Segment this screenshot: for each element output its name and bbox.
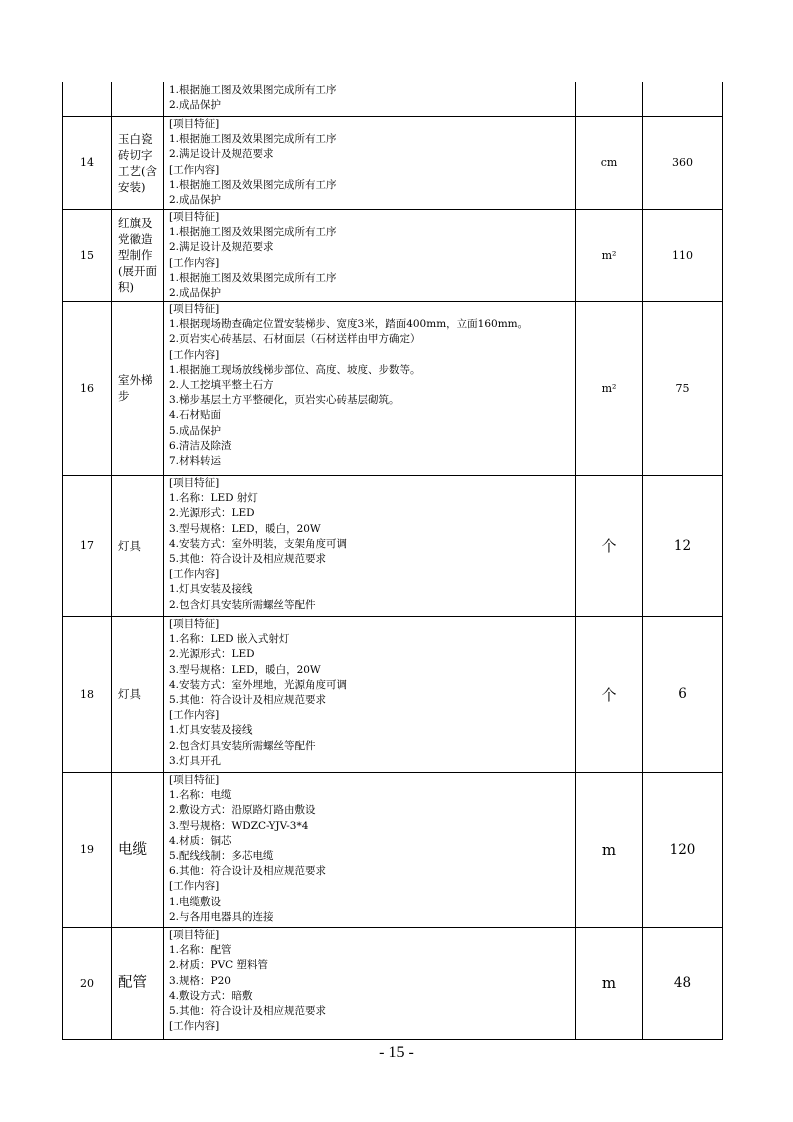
item-description: [164, 82, 576, 116]
item-description: [164, 301, 576, 475]
description-line: 1.根据施工图及效果图完成所有工序: [169, 178, 337, 191]
item-number: 19: [63, 772, 112, 927]
description-line: 2.与各用电器具的连接: [169, 910, 274, 923]
table-row: [63, 772, 722, 927]
row-divider: [63, 116, 722, 117]
item-number: 16: [63, 301, 112, 475]
item-description: [164, 927, 576, 1039]
item-number: 15: [63, 209, 112, 301]
description-line: 3.型号规格：LED，暖白，20W: [169, 522, 321, 535]
description-line: 1.名称：电缆: [169, 789, 232, 802]
item-unit: [576, 82, 643, 116]
table-row: [63, 927, 722, 1039]
item-quantity: 120: [669, 841, 696, 858]
description-line: 1.灯具安装及接线: [169, 724, 253, 737]
description-line: [项目特征]: [169, 774, 220, 786]
item-unit: m: [576, 927, 643, 1039]
description-line: 5.其他：符合设计及相应规范要求: [169, 1005, 327, 1018]
description-line: [项目特征]: [169, 303, 220, 315]
description-line: 1.根据现场勘查确定位置安装梯步、宽度3米，踏面400mm，立面160mm。: [169, 318, 529, 331]
item-name: 电缆: [112, 772, 164, 927]
description-line: 2.成品保护: [169, 99, 222, 112]
item-name: 灯具: [112, 616, 164, 772]
item-unit: m²: [576, 209, 643, 301]
description-line: 2.满足设计及规范要求: [169, 241, 274, 254]
item-quantity: 12: [673, 537, 692, 554]
item-description: [164, 772, 576, 927]
description-line: 3.灯具开孔: [169, 754, 222, 767]
description-line: 5.配线线制：多芯电缆: [169, 850, 274, 863]
description-line: 2.满足设计及规范要求: [169, 148, 274, 161]
description-line: 2.光源形式：LED: [169, 507, 255, 520]
description-line: 3.型号规格：WDZC-YJV-3*4: [169, 819, 309, 832]
description-line: 5.成品保护: [169, 424, 222, 437]
item-unit: 个: [576, 475, 643, 616]
item-quantity: [643, 82, 722, 116]
item-name: 室外梯步: [112, 301, 164, 475]
description-line: 2.光源形式：LED: [169, 648, 255, 661]
description-line: 4.敷设方式：暗敷: [169, 989, 253, 1002]
description-line: [项目特征]: [169, 477, 220, 489]
description-line: 2.成品保护: [169, 194, 222, 207]
description-line: [项目特征]: [169, 929, 220, 941]
item-unit: 个: [576, 616, 643, 772]
description-line: [项目特征]: [169, 118, 220, 130]
row-divider: [63, 616, 722, 617]
description-line: 5.其他：符合设计及相应规范要求: [169, 553, 327, 566]
item-description: [164, 116, 576, 209]
item-quantity: 75: [675, 381, 690, 395]
description-line: 1.电缆敷设: [169, 895, 222, 908]
table-row: [63, 116, 722, 209]
item-unit: cm: [576, 116, 643, 209]
item-number: 14: [63, 116, 112, 209]
item-quantity: 360: [672, 156, 693, 169]
item-quantity: 110: [672, 248, 693, 262]
description-line: 1.根据施工图及效果图完成所有工序: [169, 133, 337, 146]
item-name: 配管: [112, 927, 164, 1039]
item-unit: m²: [576, 301, 643, 475]
description-line: 2.页岩实心砖基层、石材面层（石材送样由甲方确定）: [169, 333, 421, 346]
description-line: [工作内容]: [169, 163, 220, 176]
description-line: 6.其他：符合设计及相应规范要求: [169, 865, 327, 878]
description-line: 3.型号规格：LED，暖白，20W: [169, 663, 321, 676]
item-quantity: 6: [678, 686, 687, 702]
description-line: [工作内容]: [169, 568, 220, 581]
table-row: [63, 209, 722, 301]
description-line: 1.根据施工图及效果图完成所有工序: [169, 84, 337, 96]
row-divider: [63, 209, 722, 210]
description-line: 1.根据施工图及效果图完成所有工序: [169, 226, 337, 239]
description-line: [工作内容]: [169, 1020, 220, 1033]
description-line: 2.敷设方式：沿原路灯路由敷设: [169, 804, 316, 817]
item-unit: m: [576, 772, 643, 927]
description-line: 6.清洁及除渣: [169, 439, 232, 452]
description-line: [工作内容]: [169, 256, 220, 269]
description-line: 1.名称：LED 嵌入式射灯: [169, 633, 290, 646]
description-line: 4.安装方式：室外明装，支架角度可调: [169, 537, 348, 550]
description-line: 3.规格：P20: [169, 974, 231, 987]
description-line: [工作内容]: [169, 880, 220, 893]
item-quantity: 48: [673, 975, 692, 991]
item-name: [112, 82, 164, 116]
item-description: [164, 616, 576, 772]
item-description: [164, 475, 576, 616]
description-line: 4.材质：铜芯: [169, 834, 232, 847]
description-line: 1.名称：LED 射灯: [169, 492, 258, 505]
item-number: [63, 82, 112, 116]
description-line: 4.石材贴面: [169, 409, 222, 422]
table-row: [63, 301, 722, 475]
description-line: 2.人工挖填平整土石方: [169, 379, 274, 392]
row-divider: [63, 475, 722, 476]
description-line: 5.其他：符合设计及相应规范要求: [169, 694, 327, 707]
description-line: 2.包含灯具安装所需螺丝等配件: [169, 739, 316, 752]
row-divider: [63, 772, 722, 773]
description-line: 1.灯具安装及接线: [169, 583, 253, 596]
item-number: 20: [63, 927, 112, 1039]
description-line: 2.材质：PVC 塑料管: [169, 959, 269, 972]
description-line: 1.名称：配管: [169, 944, 232, 957]
row-divider: [63, 927, 722, 928]
item-number: 17: [63, 475, 112, 616]
description-line: 7.材料转运: [169, 455, 222, 468]
item-name: 玉白瓷砖切字工艺(含安装): [112, 116, 164, 209]
description-line: 1.根据施工图及效果图完成所有工序: [169, 271, 337, 284]
table-row: [63, 82, 722, 116]
table-row: [63, 616, 722, 772]
description-line: 3.梯步基层土方平整硬化，页岩实心砖基层砌筑。: [169, 394, 400, 407]
description-line: [工作内容]: [169, 709, 220, 722]
item-name: 灯具: [112, 475, 164, 616]
description-line: 2.包含灯具安装所需螺丝等配件: [169, 598, 316, 611]
page-number: - 15 -: [379, 1044, 414, 1061]
item-number: 18: [63, 616, 112, 772]
table-row: [63, 475, 722, 616]
description-line: [工作内容]: [169, 348, 220, 361]
item-description: [164, 209, 576, 301]
description-line: [项目特征]: [169, 618, 220, 630]
row-divider: [63, 301, 722, 302]
description-line: 1.根据施工现场放线梯步部位、高度、坡度、步数等。: [169, 363, 421, 376]
description-line: [项目特征]: [169, 211, 220, 223]
bill-of-quantities-table: [62, 82, 723, 1040]
description-line: 2.成品保护: [169, 287, 222, 300]
item-name: 红旗及党徽造型制作(展开面积): [112, 209, 164, 301]
description-line: 4.安装方式：室外埋地，光源角度可调: [169, 678, 348, 691]
